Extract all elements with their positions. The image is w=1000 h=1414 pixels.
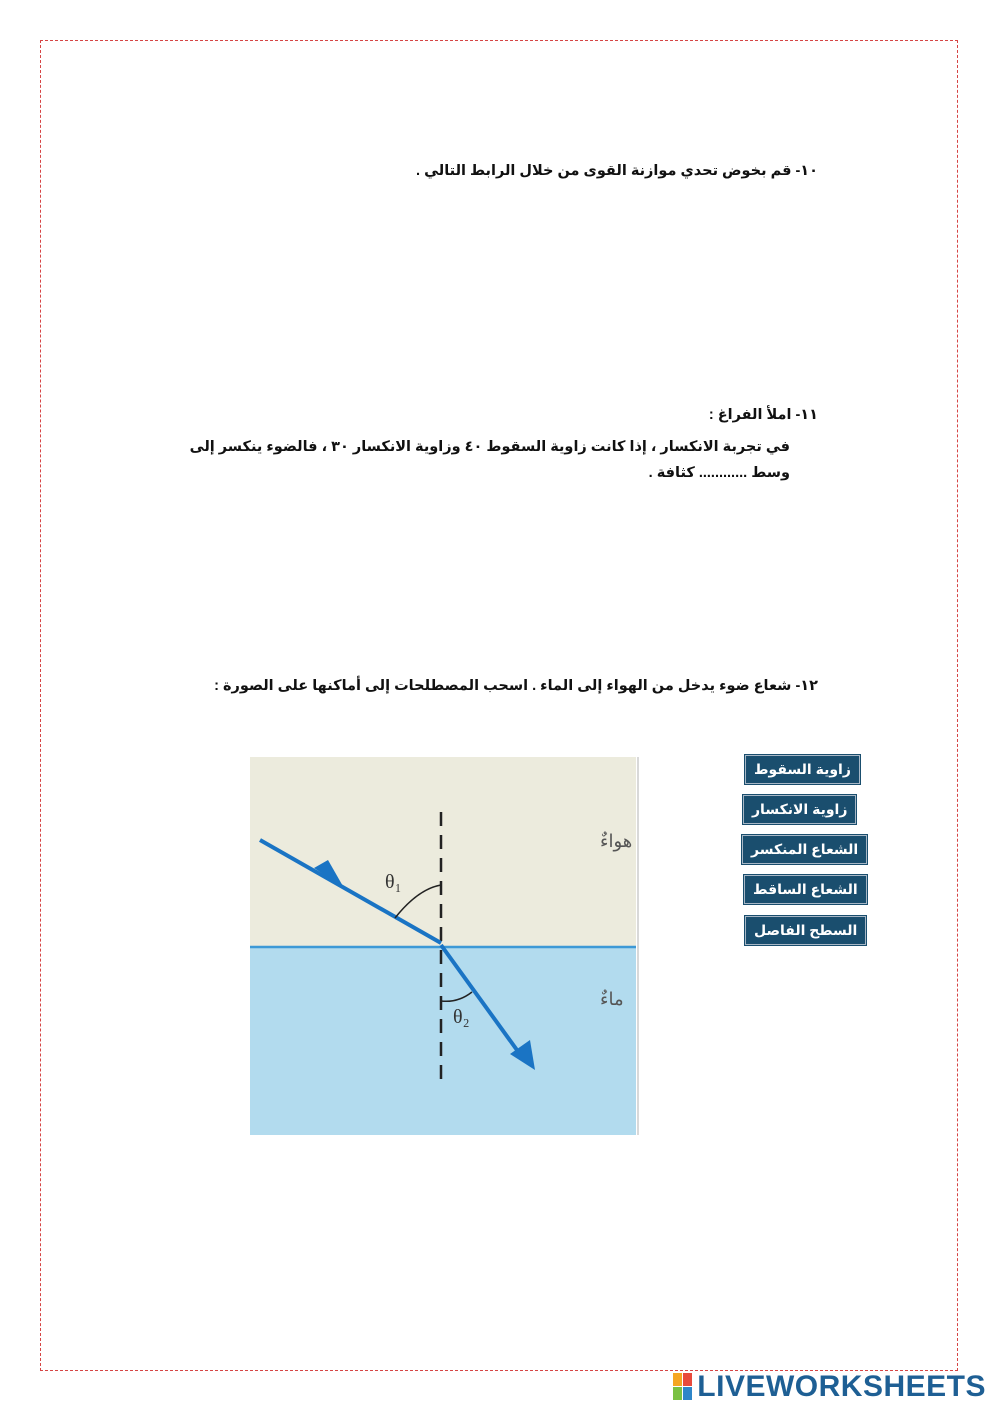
drag-term-refracted-ray[interactable]: الشعاع المنكسر (742, 835, 867, 864)
refraction-diagram (250, 757, 642, 1137)
air-region (250, 757, 636, 947)
question-11-title: ١١- املأ الفراغ : (708, 407, 818, 423)
question-12: ١٢- شعاع ضوء يدخل من الهواء إلى الماء . اسحب المصطلحات إلى أماكنها على الصورة : (214, 678, 818, 694)
drag-term-incidence-angle[interactable]: زاوية السقوط (745, 755, 860, 784)
page-border (40, 40, 958, 1371)
question-11-body: في تجربة الانكسار ، إذا كانت زاوية السقوط ٤٠ وزاوية الانكسار ٣٠ ، فالضوء ينكسر إلى وسط ............ كثافة . (189, 439, 790, 481)
drag-term-interface-surface[interactable]: السطح الفاصل (745, 916, 866, 945)
drag-term-incident-ray[interactable]: الشعاع الساقط (744, 875, 867, 904)
question-10: ١٠- قم بخوض تحدي موازنة القوى من خلال الرابط التالي . (416, 163, 818, 179)
liveworksheets-wordmark: LIVEWORKSHEETS (697, 1370, 986, 1403)
air-label: هواءٌ (600, 831, 633, 852)
water-label: ماءٌ (600, 989, 624, 1010)
theta2-label: θ₂ (453, 1006, 470, 1028)
theta1-label: θ₁ (385, 871, 402, 893)
drag-term-refraction-angle[interactable]: زاوية الانكسار (743, 795, 856, 824)
water-region (250, 947, 636, 1135)
liveworksheets-logo-icon (673, 1373, 693, 1401)
liveworksheets-logo (673, 1370, 986, 1404)
